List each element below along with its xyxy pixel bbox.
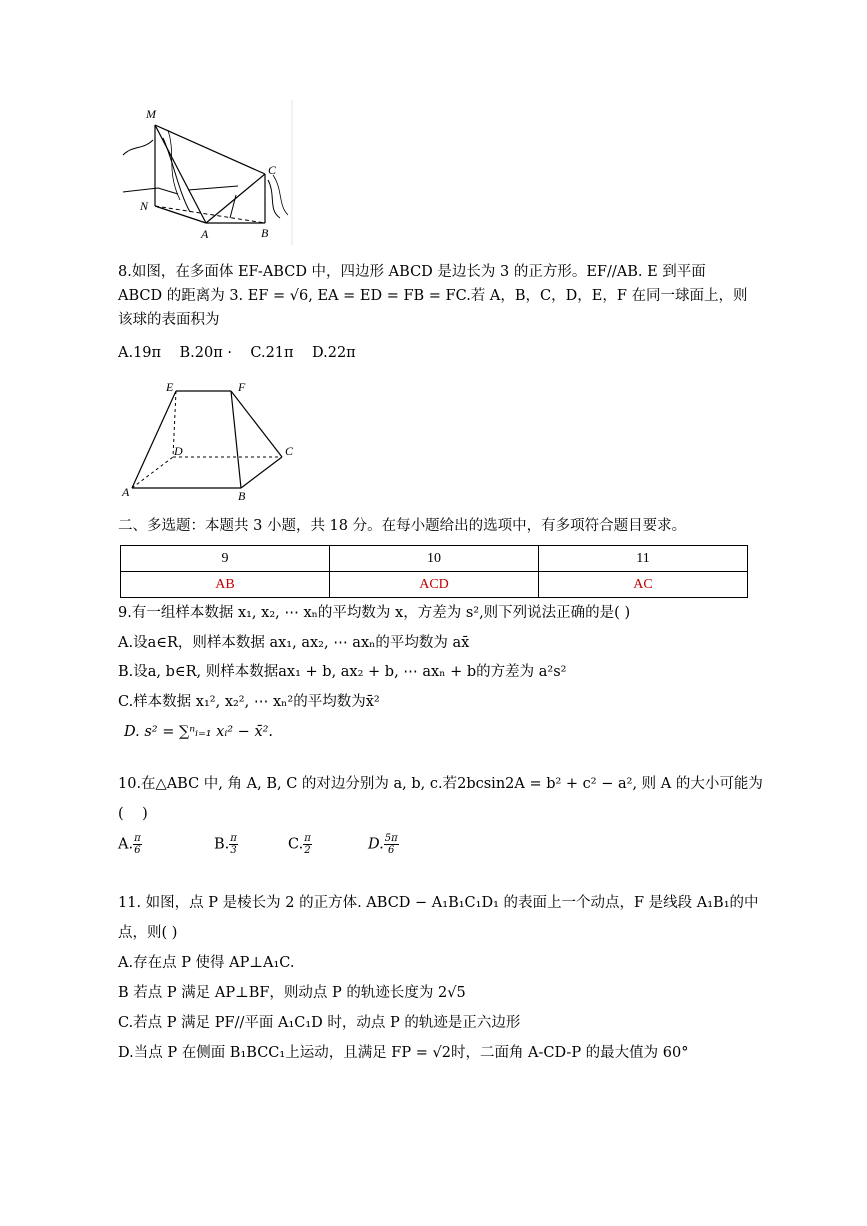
table-answer-9: AB — [121, 572, 330, 598]
q10-option-b: B. $\frac{\pi}{3}$ — [214, 833, 237, 856]
q11-line-2: 点，则( ) — [118, 925, 178, 941]
q10-line-1: 10.在△ABC 中, 角 A, B, C 的对边分别为 a, b, c.若2bcsin2A = b² + c² − a², 则 A 的大小可能为 — [118, 776, 763, 792]
label-b: B — [261, 226, 269, 240]
q9-option-a: A.设a∈R，则样本数据 ax₁, ax₂, ⋯ axₙ的平均数为 ax̄ — [118, 635, 470, 651]
q8-line-3: 该球的表面积为 — [118, 312, 220, 328]
label-m: M — [146, 107, 156, 121]
table-answer-11: AC — [539, 572, 748, 598]
q11-option-d: D.当点 P 在侧面 B₁BCC₁上运动，且满足 FP = √2时，二面角 A-CD-P 的最大值为 60° — [118, 1045, 689, 1061]
q9-option-c: C.样本数据 x₁², x₂², ⋯ xₙ²的平均数为x̄² — [118, 694, 380, 710]
table-header-11: 11 — [539, 546, 748, 572]
q8-options: A.19π B.20π · C.21π D.22π — [118, 345, 356, 361]
figure-mnabc — [118, 100, 298, 245]
figure-ef-abcd — [118, 378, 308, 503]
q11-option-a: A.存在点 P 使得 AP⊥A₁C. — [118, 955, 295, 971]
label-n: N — [140, 199, 149, 213]
answer-table — [120, 545, 748, 598]
table-answer-10: ACD — [330, 572, 539, 598]
label-a2: A — [122, 485, 130, 499]
label-b2: B — [238, 489, 246, 503]
q10-option-c: C. $\frac{\pi}{2}$ — [288, 833, 311, 856]
q9-option-b: B.设a, b∈R, 则样本数据ax₁ + b, ax₂ + b, ⋯ axₙ + b的方差为 a²s² — [118, 664, 567, 680]
table-header-10: 10 — [330, 546, 539, 572]
label-c2: C — [285, 444, 294, 458]
q8-line-2: ABCD 的距离为 3. EF = √6, EA = ED = FB = FC.若 A，B，C，D，E，F 在同一球面上，则 — [118, 288, 748, 304]
q8-line-1: 8.如图，在多面体 EF-ABCD 中，四边形 ABCD 是边长为 3 的正方形。EF//AB. E 到平面 — [118, 264, 706, 280]
label-e: E — [166, 380, 174, 394]
q11-option-c: C.若点 P 满足 PF//平面 A₁C₁D 时，动点 P 的轨迹是正六边形 — [118, 1015, 521, 1031]
label-d: D — [174, 444, 183, 458]
label-c: C — [268, 163, 277, 177]
label-a: A — [201, 227, 209, 241]
q11-option-b: B 若点 P 满足 AP⊥BF，则动点 P 的轨迹长度为 2√5 — [118, 985, 466, 1001]
q10-line-2: ( ) — [118, 806, 148, 822]
label-f: F — [238, 380, 246, 394]
q9-option-d: D. s² = ∑ⁿᵢ₌₁ xᵢ² − x̄². — [124, 724, 274, 740]
q9-stem: 9.有一组样本数据 x₁, x₂, ⋯ xₙ的平均数为 x，方差为 s²,则下列说法正确的是( ) — [118, 605, 631, 621]
q11-line-1: 11. 如图，点 P 是棱长为 2 的正方体. ABCD − A₁B₁C₁D₁ 的表面上一个动点，F 是线段 A₁B₁的中 — [118, 895, 759, 911]
table-header-9: 9 — [121, 546, 330, 572]
q10-option-d: D. $\frac{5\pi}{6}$ — [368, 833, 398, 856]
q10-option-a: A. $\frac{\pi}{6}$ — [118, 833, 141, 856]
section2-heading: 二、多选题：本题共 3 小题，共 18 分。在每小题给出的选项中，有多项符合题目要求。 — [118, 518, 687, 534]
